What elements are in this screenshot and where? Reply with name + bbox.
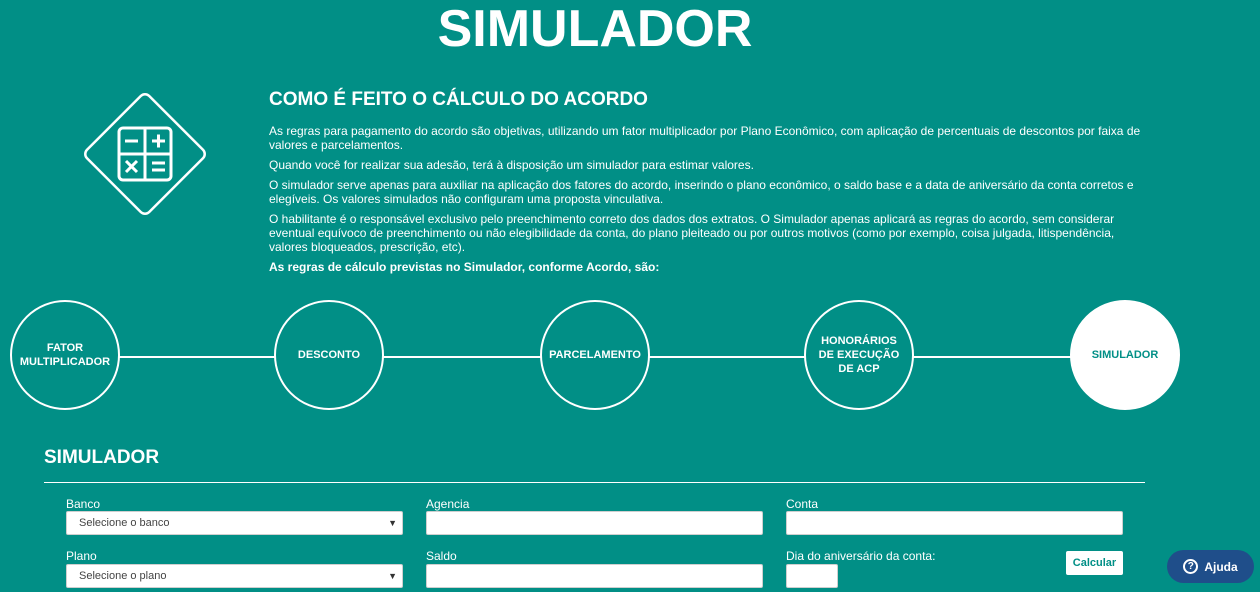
intro-paragraph: O habilitante é o responsável exclusivo pelo preenchimento correto dos dados dos extratos. O Simulador apenas aplicará as regras do acordo, sem considerar eventual equívoco de preenchimento ou não elegibilidade da conta, do plano pleiteado ou por outros motivos (como por exemplo, coisa julgada, litispendência, valores bloqueados, prescrição, etc). bbox=[269, 212, 1115, 254]
dropdown-arrow-icon: ▼ bbox=[388, 571, 397, 581]
step-label: DESCONTO bbox=[297, 349, 361, 361]
calculate-button[interactable]: Calcular bbox=[1066, 551, 1123, 575]
conta-input[interactable] bbox=[786, 511, 1123, 535]
rules-steps bbox=[0, 300, 1260, 415]
intro-paragraph: Quando você for realizar sua adesão, terá à disposição um simulador para estimar valores. bbox=[269, 158, 754, 172]
step-desconto[interactable] bbox=[274, 300, 384, 410]
agencia-input[interactable] bbox=[426, 511, 763, 535]
saldo-label: Saldo bbox=[426, 549, 457, 563]
intro-heading: COMO É FEITO O CÁLCULO DO ACORDO bbox=[269, 89, 648, 110]
dropdown-arrow-icon: ▼ bbox=[388, 518, 397, 528]
help-label: Ajuda bbox=[1204, 559, 1238, 574]
step-label: FATOR MULTIPLICADOR bbox=[19, 342, 111, 368]
step-parcelamento[interactable] bbox=[540, 300, 650, 410]
calculator-icon bbox=[81, 90, 209, 218]
divider bbox=[44, 482, 1145, 483]
intro-paragraph: As regras para pagamento do acordo são objetivas, utilizando um fator multiplicador por Plano Econômico, com aplicação de percentuais de descontos por faixa de valores e parcelamentos. bbox=[269, 124, 1141, 152]
intro-paragraph: O simulador serve apenas para auxiliar na aplicação dos fatores do acordo, inserindo o plano econômico, o saldo base e a data de aniversário da conta corretos e elegíveis. Os valores simulados não configuram uma proposta vinculativa. bbox=[269, 178, 1134, 206]
step-label: SIMULADOR bbox=[1091, 349, 1159, 361]
intro-section bbox=[269, 88, 1149, 280]
step-label: PARCELAMENTO bbox=[549, 349, 641, 361]
saldo-input[interactable] bbox=[426, 564, 763, 588]
step-label: HONORÁRIOS DE EXECUÇÃO DE ACP bbox=[818, 335, 900, 375]
intro-closing: As regras de cálculo previstas no Simulador, conforme Acordo, são: bbox=[269, 260, 660, 274]
banco-select[interactable] bbox=[66, 511, 403, 535]
help-button[interactable] bbox=[1167, 550, 1254, 583]
page-title: SIMULADOR bbox=[437, 0, 753, 58]
conta-label: Conta bbox=[786, 497, 819, 511]
plano-select[interactable] bbox=[66, 564, 403, 588]
banco-selected: Selecione o banco bbox=[79, 517, 170, 529]
question-icon: ? bbox=[1183, 559, 1198, 574]
aniversario-input[interactable] bbox=[786, 564, 838, 588]
plano-label: Plano bbox=[66, 549, 97, 563]
simulator-title: SIMULADOR bbox=[44, 447, 160, 468]
banco-label: Banco bbox=[66, 497, 101, 511]
step-fator-multiplicador[interactable] bbox=[10, 300, 120, 410]
aniversario-label: Dia do aniversário da conta: bbox=[786, 549, 936, 563]
step-honorarios[interactable] bbox=[804, 300, 914, 410]
agencia-label: Agencia bbox=[426, 497, 470, 511]
plano-selected: Selecione o plano bbox=[79, 570, 167, 582]
step-simulador[interactable] bbox=[1070, 300, 1180, 410]
